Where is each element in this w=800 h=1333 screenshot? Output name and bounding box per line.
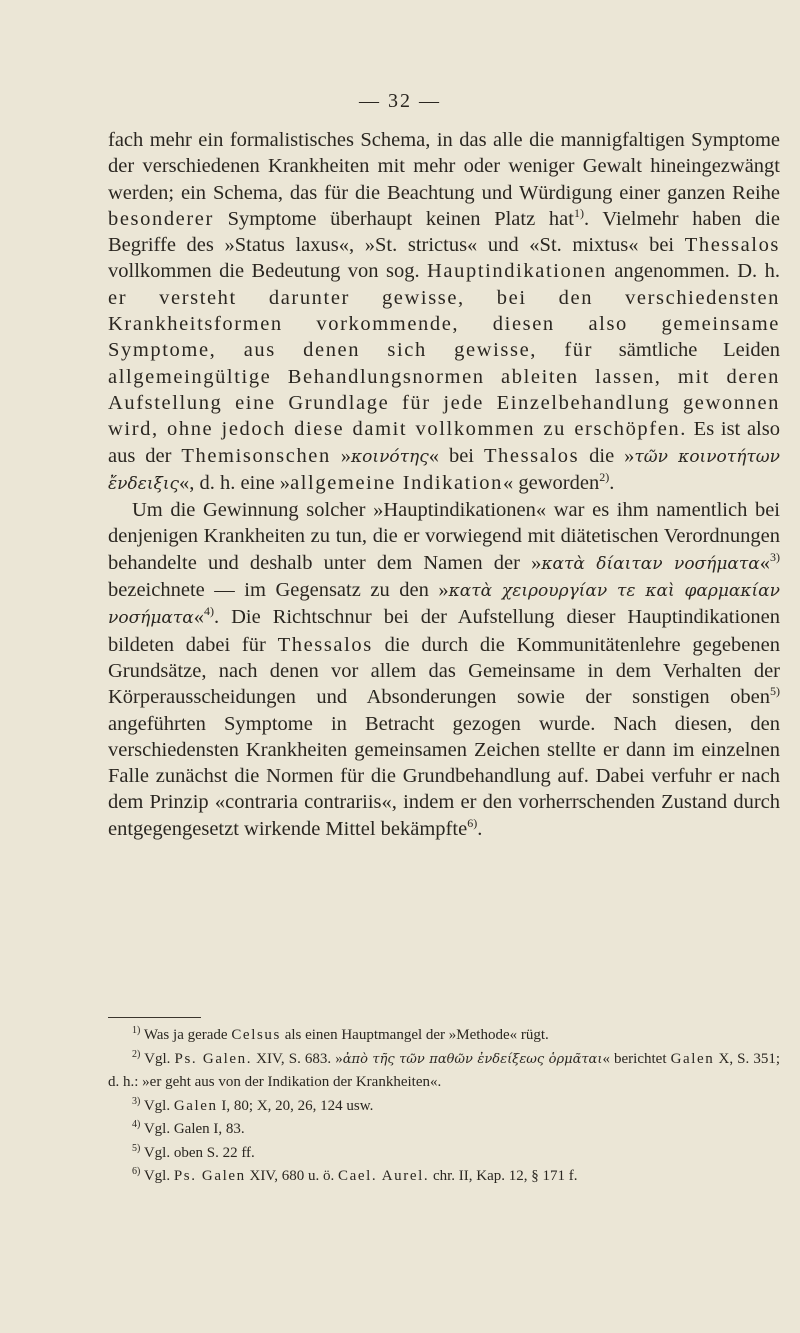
text-run: X, S. 351; d. h.: »er geht aus von der Indikation der Krankheiten«.	[108, 1050, 781, 1090]
text-run: sämtliche Leiden	[593, 339, 780, 362]
greek-text: κατὰ χειρουργίαν τε καὶ φαρμακίαν νοσήματα	[108, 581, 780, 629]
text-run: Vgl. Galen I, 83.	[140, 1121, 245, 1137]
footnote	[108, 1142, 780, 1166]
footnote-ref: 1)	[132, 1025, 141, 1036]
text-run: Vgl.	[140, 1168, 174, 1184]
spaced-emphasis: allgemeingültige Behandlungsnormen ableiten lassen, mit deren Aufstellung eine Grundlage für jede Einzelbehandlung gewonnen wird, ohne jedoch diese damit vollkommen zu erschöpfen.	[108, 365, 780, 441]
text-run: Vgl.	[140, 1097, 174, 1114]
text-run: als einen Hauptmangel der »Methode« rügt.	[280, 1027, 549, 1043]
text-run: Es ist also aus der	[108, 418, 780, 467]
spaced-emphasis: besonderer	[108, 207, 214, 230]
greek-text: ἀπὸ τῆς τῶν παθῶν ἐνδείξεως ὁρμᾶται	[342, 1051, 603, 1067]
text-run: angenommen. D. h.	[606, 260, 780, 283]
greek-text: κατὰ δίαιταν νοσήματα	[541, 553, 760, 574]
text-run: fach mehr ein formalistisches Schema, in das alle die mannigfaltigen Symptome der verschiedenen Krankheiten mit mehr oder weniger Gewalt hineingezwängt werden; ein Schema, das für die Beachtung und Würdigung einer ganzen Reihe	[108, 129, 780, 204]
footnote	[108, 1118, 780, 1142]
page-number: — 32 —	[359, 90, 441, 112]
text-run: .	[609, 471, 615, 494]
footnote-ref: 4)	[204, 604, 215, 619]
spaced-emphasis: Cael. Aurel.	[337, 1168, 430, 1184]
spaced-emphasis: Thessalos	[277, 633, 373, 656]
text-run: XIV, S. 683. »	[252, 1050, 343, 1067]
text-run: .	[477, 817, 483, 840]
text-run: . Die Richtschnur bei der Aufstellung dieser Hauptindikationen bildeten dabei für	[108, 606, 780, 656]
footnote	[108, 1165, 780, 1189]
greek-text: κοινότης	[351, 446, 429, 467]
footnote-ref: 5)	[770, 684, 780, 699]
text-run: Symptome überhaupt keinen Platz hat	[213, 207, 574, 230]
text-run: XIV, 680 u. ö.	[245, 1168, 338, 1184]
footnote-ref: 1)	[573, 206, 584, 221]
spaced-emphasis: Galen	[173, 1097, 218, 1114]
footnotes	[108, 1024, 780, 1189]
text-run: Vgl. oben S. 22 ff.	[140, 1144, 255, 1161]
footnote-ref: 5)	[132, 1142, 141, 1154]
footnote-ref: 3)	[132, 1095, 141, 1107]
footnote-divider	[108, 1017, 201, 1018]
footnote	[108, 1048, 780, 1095]
spaced-emphasis: Themisonschen	[181, 444, 331, 467]
footnote-ref: 3)	[770, 549, 781, 564]
footnote	[108, 1095, 780, 1119]
text-run: I, 80; X, 20, 26, 124 usw.	[217, 1097, 374, 1114]
footnote-ref: 6)	[467, 815, 478, 830]
footnote	[108, 1024, 780, 1048]
text-run: chr. II, Kap. 12, § 171 f.	[429, 1168, 578, 1184]
text-run: « berichtet	[602, 1050, 671, 1067]
footnote-ref: 2)	[599, 470, 610, 485]
text-run: Was ja gerade	[140, 1027, 232, 1043]
text-run: «	[193, 606, 205, 629]
spaced-emphasis: Ps. Galen	[173, 1168, 246, 1184]
text-run: « geworden	[502, 471, 600, 494]
spaced-emphasis: Celsus	[231, 1027, 281, 1043]
spaced-emphasis: er versteht darunter gewisse, bei den verschiedensten Krankheitsformen vorkommende, diesen also gemeinsame Symptome, aus denen sich gewisse, für	[108, 286, 780, 362]
body-text	[108, 127, 780, 842]
greek-text: τῶν κοινοτήτων ἔνδειξις	[108, 446, 780, 494]
text-run: »	[330, 444, 352, 467]
spaced-emphasis: Thessalos	[483, 444, 580, 467]
text-run: Vgl.	[140, 1050, 175, 1067]
spaced-emphasis: Ps. Galen.	[174, 1050, 253, 1067]
text-run: . Vielmehr haben die Begriffe des »Status laxus«, »St. strictus« und «St. mixtus« bei	[108, 207, 780, 257]
text-run: «	[759, 551, 771, 574]
paragraph	[108, 497, 780, 842]
text-run: bezeichnete — im Gegensatz zu den »	[108, 579, 449, 602]
text-run: vollkommen die Bedeutung von sog.	[108, 260, 428, 283]
spaced-emphasis: allgemeine Indikation	[290, 471, 503, 494]
footnote-ref: 6)	[132, 1166, 141, 1177]
spaced-emphasis: Thessalos	[684, 234, 780, 257]
footnote-ref: 2)	[132, 1048, 141, 1060]
spaced-emphasis: Galen	[670, 1050, 715, 1067]
text-run: Um die Gewinnung solcher »Hauptindikationen« war es ihm namentlich bei denjenigen Krankheiten zu tun, die er vorwiegend mit diätetischen Verordnungen behandelte und deshalb unter dem Namen der »	[108, 499, 780, 574]
text-run: die durch die Kommunitätenlehre gegebenen Grundsätze, nach denen vor allem das Gemeinsame in dem Verhalten der Körperausscheidungen und Absonderungen sowie der sonstigen oben	[108, 633, 780, 709]
spaced-emphasis: Hauptindikationen	[427, 260, 607, 283]
text-run: angeführten Symptome in Betracht gezogen wurde. Nach diesen, den verschiedensten Krankheiten gemeinsamen Zeichen stellte er dann im einzelnen Falle zunächst die Normen für die Grundbehandlung auf. Dabei verfuhr er nach dem Prinzip «contraria contrariis«, indem er den vorherrschenden Zustand durch entgegengesetzt wirkende Mittel bekämpfte	[108, 712, 780, 840]
text-run: « bei	[428, 444, 484, 467]
text-run: die »	[579, 444, 635, 467]
paragraph	[108, 127, 780, 497]
footnote-ref: 4)	[132, 1119, 141, 1130]
text-run: «, d. h. eine »	[179, 471, 291, 494]
